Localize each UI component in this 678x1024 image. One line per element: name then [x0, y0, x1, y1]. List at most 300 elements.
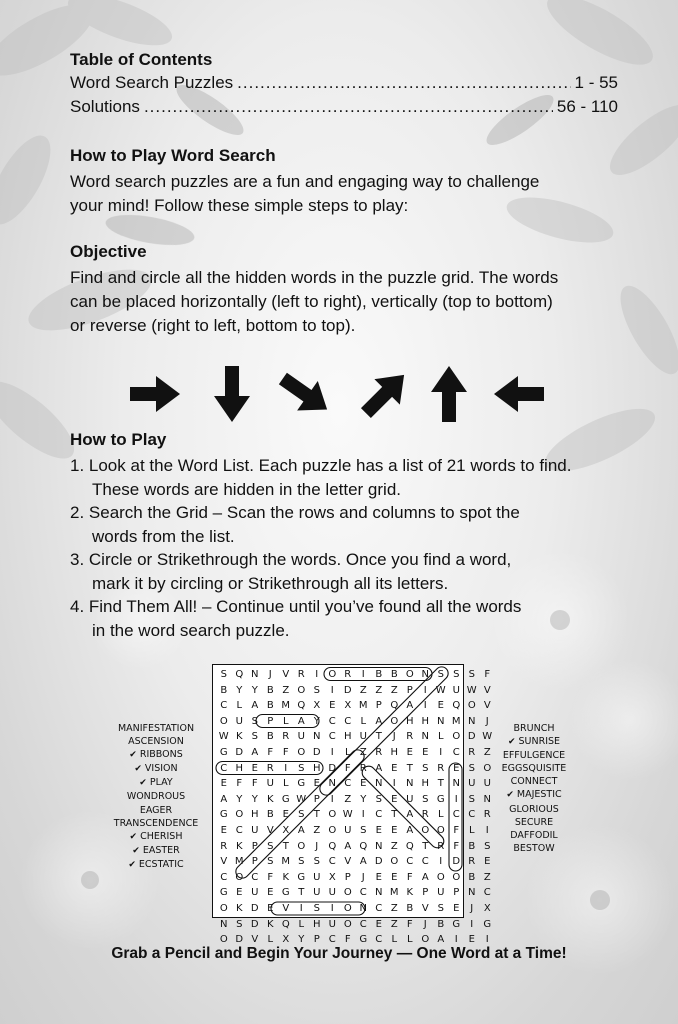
grid-letter: V [220, 856, 228, 868]
grid-letter: E [391, 871, 398, 883]
letter-grid [216, 667, 495, 948]
grid-letter: J [485, 715, 489, 727]
grid-letter: U [344, 824, 352, 836]
grid-letter: G [297, 871, 306, 883]
grid-letter: F [344, 762, 351, 774]
grid-letter: N [483, 793, 491, 805]
grid-letter: K [235, 840, 243, 852]
grid-letter: S [437, 669, 444, 680]
step-continuation: mark it by circling or Strikethrough all its letters. [92, 573, 449, 593]
grid-letter: L [236, 700, 243, 712]
grid-letter: N [375, 887, 383, 899]
up-right-arrow-icon [353, 364, 417, 424]
grid-letter: I [392, 778, 396, 790]
grid-letter: E [453, 902, 460, 914]
grid-letter: B [266, 700, 274, 712]
grid-letter: R [344, 669, 352, 680]
grid-letter: O [219, 715, 228, 727]
grid-letter: U [266, 778, 274, 790]
grid-letter: N [452, 778, 460, 790]
grid-letter: X [313, 700, 321, 712]
grid-letter: S [267, 856, 274, 868]
grid-letter: E [220, 778, 227, 790]
word-list-item [492, 816, 576, 829]
grid-letter: N [437, 715, 445, 727]
grid-letter: Q [390, 700, 399, 712]
grid-letter: G [281, 793, 290, 805]
grid-letter: R [220, 840, 228, 852]
grid-letter: E [468, 934, 475, 946]
grid-letter: N [359, 902, 367, 914]
word-list-item [492, 762, 576, 775]
grid-letter: P [375, 700, 382, 712]
grid-letter: C [344, 778, 352, 790]
grid-letter: R [437, 762, 445, 774]
grid-letter: S [220, 669, 227, 680]
grid-letter: A [251, 746, 259, 758]
grid-letter: U [251, 824, 259, 836]
grid-letter: A [297, 715, 305, 727]
grid-letter: R [468, 746, 476, 758]
grid-letter: A [375, 762, 383, 774]
grid-letter: P [267, 715, 274, 727]
grid-letter: I [439, 746, 443, 758]
grid-row [216, 854, 495, 870]
grid-letter: C [421, 856, 429, 868]
grid-letter: P [406, 684, 413, 696]
grid-letter: M [281, 700, 291, 712]
word-list-word: EFFULGENCE [502, 750, 566, 762]
grid-letter: I [454, 793, 458, 805]
grid-letter: Z [344, 793, 352, 805]
word-list-item [492, 829, 576, 842]
word-list-left [106, 722, 206, 872]
grid-letter: N [468, 715, 476, 727]
intro-line: your mind! Follow these simple steps to play: [70, 196, 409, 215]
grid-row [216, 839, 495, 855]
step-continuation: in the word search puzzle. [92, 620, 290, 640]
grid-letter: S [251, 715, 258, 727]
grid-letter: B [468, 871, 476, 883]
grid-letter: Z [390, 840, 398, 852]
grid-letter: G [219, 887, 228, 899]
word-list-item [492, 803, 576, 816]
grid-letter: O [405, 669, 414, 680]
grid-letter: U [297, 731, 305, 743]
step-text: 3. Circle or Strikethrough the words. Once you find a word, [70, 550, 512, 569]
grid-letter: Y [236, 684, 243, 696]
grid-letter: C [483, 887, 491, 899]
grid-letter: I [299, 902, 303, 914]
grid-letter: Z [313, 824, 321, 836]
grid-letter: R [406, 731, 414, 743]
grid-letter: C [375, 902, 383, 914]
grid-letter: Z [359, 746, 367, 758]
grid-row [216, 761, 495, 777]
grid-letter: S [375, 793, 382, 805]
grid-letter: S [298, 809, 305, 821]
left-arrow-icon [494, 376, 544, 412]
grid-letter: T [298, 887, 305, 899]
grid-letter: C [375, 809, 383, 821]
right-arrow-icon [130, 376, 180, 412]
word-list-word: MANIFESTATION [117, 723, 195, 734]
grid-letter: N [313, 731, 321, 743]
steps-list [70, 454, 660, 642]
grid-letter: G [359, 934, 368, 946]
grid-letter: Y [360, 793, 367, 805]
toc-entry [70, 73, 618, 97]
grid-letter: C [452, 809, 460, 821]
grid-letter: E [422, 746, 429, 758]
grid-letter: C [235, 824, 243, 836]
grid-letter: O [297, 746, 306, 758]
direction-arrows [130, 364, 550, 424]
grid-letter: I [284, 762, 288, 774]
grid-letter: J [361, 871, 365, 883]
grid-letter: C [452, 746, 460, 758]
grid-letter: U [468, 778, 476, 790]
word-list-word: RIBBONS [139, 749, 183, 761]
grid-letter: I [485, 934, 489, 946]
grid-row [216, 745, 495, 761]
word-list-word: EGGSQUISITE [501, 763, 567, 775]
grid-letter: R [483, 809, 491, 821]
grid-letter: L [282, 715, 289, 727]
grid-letter: O [343, 918, 352, 930]
grid-letter: D [374, 856, 383, 868]
grid-letter: O [235, 871, 244, 883]
grid-letter: U [359, 731, 367, 743]
grid-letter: V [483, 684, 491, 696]
grid-letter: C [468, 809, 476, 821]
grid-letter: W [466, 684, 477, 696]
grid-letter: Z [375, 684, 383, 696]
word-list-item [106, 776, 206, 790]
word-list-word: ASCENSION [128, 736, 184, 748]
grid-letter: Z [390, 684, 398, 696]
grid-letter: S [453, 669, 460, 680]
grid-letter: T [406, 762, 413, 774]
grid-letter: H [390, 746, 399, 758]
grid-letter: N [375, 778, 383, 790]
grid-letter: O [483, 762, 492, 774]
grid-letter: O [328, 809, 337, 821]
grid-row [216, 792, 495, 808]
check-mark-icon: ✔ [507, 737, 516, 748]
grid-letter: U [328, 918, 336, 930]
grid-letter: X [282, 824, 290, 836]
grid-letter: A [406, 700, 414, 712]
grid-letter: F [484, 669, 491, 680]
grid-letter: G [483, 918, 492, 930]
grid-letter: X [328, 871, 336, 883]
grid-letter: E [329, 700, 336, 712]
grid-letter: L [282, 778, 289, 790]
grid-letter: O [390, 856, 399, 868]
grid-letter: F [267, 871, 274, 883]
grid-letter: O [328, 669, 337, 680]
grid-letter: U [483, 778, 491, 790]
grid-letter: E [484, 856, 491, 868]
grid-row [216, 714, 495, 730]
word-list-item [492, 775, 576, 788]
grid-letter: V [483, 700, 491, 712]
grid-letter: Z [282, 684, 290, 696]
grid-letter: S [267, 840, 274, 852]
grid-letter: S [422, 793, 429, 805]
toc-entry-pages: 1 - 55 [574, 73, 618, 92]
grid-letter: I [423, 684, 427, 696]
grid-letter: R [437, 840, 445, 852]
grid-letter: K [235, 731, 243, 743]
word-list-item [492, 842, 576, 855]
grid-letter: N [251, 669, 259, 680]
grid-row [216, 870, 495, 886]
grid-row [216, 823, 495, 839]
grid-letter: H [405, 715, 414, 727]
grid-letter: Q [328, 840, 337, 852]
grid-letter: P [313, 934, 320, 946]
grid-letter: E [251, 762, 258, 774]
grid-letter: E [375, 824, 382, 836]
grid-letter: S [236, 918, 243, 930]
grid-letter: Q [281, 918, 290, 930]
word-list-word: CHERISH [140, 830, 183, 842]
grid-letter: O [219, 902, 228, 914]
grid-letter: P [251, 856, 258, 868]
grid-row [216, 698, 495, 714]
word-search-grid [212, 664, 493, 946]
word-list-item [106, 817, 206, 830]
grid-letter: C [344, 715, 352, 727]
grid-letter: M [234, 856, 244, 868]
word-list-item [106, 762, 206, 776]
grid-letter: A [437, 934, 445, 946]
grid-letter: F [267, 746, 274, 758]
grid-letter: D [343, 684, 352, 696]
grid-letter: F [344, 934, 351, 946]
grid-letter: S [313, 902, 320, 914]
check-mark-icon: ✔ [129, 750, 137, 761]
grid-letter: R [266, 762, 274, 774]
grid-letter: B [406, 902, 414, 914]
grid-letter: H [421, 715, 430, 727]
grid-letter: Q [235, 669, 244, 680]
grid-letter: Y [236, 793, 243, 805]
grid-row [216, 683, 495, 699]
grid-letter: M [451, 715, 461, 727]
grid-letter: S [468, 669, 475, 680]
grid-letter: D [235, 746, 244, 758]
step-text: 2. Search the Grid – Scan the rows and columns to spot the [70, 503, 520, 522]
grid-letter: C [220, 700, 228, 712]
grid-letter: O [436, 824, 445, 836]
check-mark-icon: ✔ [506, 790, 514, 801]
intro-line: Word search puzzles are a fun and engaging way to challenge [70, 172, 540, 191]
toc-entry-label: Word Search Puzzles [70, 73, 234, 92]
grid-row [216, 807, 495, 823]
step-continuation: These words are hidden in the letter grid. [92, 479, 402, 499]
grid-letter: S [313, 856, 320, 868]
grid-letter: R [421, 809, 429, 821]
grid-letter: U [313, 887, 321, 899]
grid-letter: O [219, 934, 228, 946]
grid-letter: V [344, 856, 352, 868]
grid-letter: F [251, 778, 258, 790]
grid-letter: C [359, 887, 367, 899]
grid-letter: D [312, 746, 321, 758]
word-list-item [106, 735, 206, 748]
grid-letter: N [421, 731, 429, 743]
objective-paragraph [70, 266, 558, 338]
word-list-item [106, 722, 206, 735]
grid-letter: T [375, 731, 382, 743]
grid-letter: J [392, 731, 396, 743]
grid-letter: G [219, 746, 228, 758]
grid-letter: V [421, 902, 429, 914]
grid-letter: L [267, 934, 274, 946]
grid-letter: E [267, 902, 274, 914]
grid-letter: O [390, 715, 399, 727]
grid-letter: W [435, 684, 446, 696]
grid-letter: S [298, 856, 305, 868]
step-item [70, 501, 660, 548]
grid-letter: F [282, 746, 289, 758]
grid-letter: I [470, 918, 474, 930]
grid-letter: Q [452, 700, 461, 712]
grid-letter: G [452, 918, 461, 930]
grid-letter: F [453, 840, 460, 852]
grid-letter: P [313, 793, 320, 805]
grid-letter: L [391, 934, 398, 946]
grid-letter: B [266, 809, 274, 821]
grid-letter: R [375, 746, 383, 758]
grid-letter: S [251, 731, 258, 743]
grid-letter: A [406, 824, 414, 836]
grid-letter: D [452, 856, 461, 868]
grid-letter: L [360, 715, 367, 727]
grid-letter: C [328, 856, 336, 868]
word-list-right [492, 722, 576, 855]
grid-letter: L [298, 918, 305, 930]
word-list-word: ECSTATIC [138, 858, 184, 870]
grid-letter: V [266, 824, 274, 836]
check-mark-icon: ✔ [132, 845, 140, 856]
grid-letter: D [328, 762, 337, 774]
grid-letter: U [406, 793, 414, 805]
grid-letter: T [313, 809, 320, 821]
word-list-word: GLORIOUS [509, 803, 559, 815]
word-list-item [106, 790, 206, 803]
grid-letter: C [328, 715, 336, 727]
grid-letter: V [282, 669, 290, 680]
step-text: 4. Find Them All! – Continue until you’ve found all the words [70, 597, 522, 616]
grid-letter: E [391, 762, 398, 774]
grid-letter: V [282, 902, 290, 914]
word-list-word: DAFFODIL [510, 829, 558, 841]
grid-letter: B [266, 684, 274, 696]
check-mark-icon: ✔ [128, 859, 136, 870]
grid-letter: C [220, 871, 228, 883]
grid-letter: S [422, 762, 429, 774]
grid-letter: T [422, 840, 429, 852]
word-list-word: MAJESTIC [516, 789, 562, 801]
toc-entry-label: Solutions [70, 97, 140, 116]
grid-row [216, 901, 495, 917]
down-right-arrow-icon [273, 364, 338, 424]
grid-letter: H [343, 731, 352, 743]
grid-letter: O [421, 934, 430, 946]
word-list-word: SUNRISE [518, 736, 561, 748]
how-to-play-word-search-title: How to Play Word Search [70, 146, 276, 165]
grid-letter: B [390, 669, 398, 680]
word-list-item [106, 804, 206, 817]
grid-letter: H [235, 762, 244, 774]
grid-letter: Z [483, 871, 491, 883]
grid-letter: U [437, 887, 445, 899]
grid-letter: O [235, 809, 244, 821]
grid-letter: D [467, 731, 476, 743]
grid-letter: O [467, 700, 476, 712]
grid-letter: O [452, 731, 461, 743]
how-to-play-title: How to Play [70, 430, 167, 449]
grid-letter: X [282, 934, 290, 946]
grid-letter: E [375, 871, 382, 883]
grid-letter: S [298, 762, 305, 774]
word-list-item [106, 858, 206, 872]
grid-letter: L [468, 824, 475, 836]
toc-leader-dots [237, 73, 570, 93]
grid-letter: M [281, 856, 291, 868]
grid-letter: B [266, 731, 274, 743]
grid-letter: C [328, 731, 336, 743]
grid-letter: N [375, 840, 383, 852]
step-text: 1. Look at the Word List. Each puzzle has a list of 21 words to find. [70, 456, 572, 475]
word-list-item [106, 830, 206, 844]
grid-letter: L [437, 809, 444, 821]
grid-letter: G [219, 809, 228, 821]
grid-letter: G [297, 778, 306, 790]
check-mark-icon: ✔ [129, 831, 138, 842]
grid-letter: R [282, 731, 290, 743]
grid-letter: Y [313, 715, 320, 727]
grid-letter: K [235, 902, 243, 914]
grid-letter: N [421, 669, 429, 680]
objective-line: can be placed horizontally (left to right), vertically (top to bottom) [70, 292, 553, 311]
grid-letter: F [406, 918, 413, 930]
grid-letter: W [218, 731, 229, 743]
footer-tagline: Grab a Pencil and Begin Your Journey — One Word at a Time! [111, 945, 567, 962]
grid-letter: E [267, 887, 274, 899]
grid-letter: I [439, 856, 443, 868]
grid-letter: O [297, 840, 306, 852]
grid-letter: A [344, 840, 352, 852]
down-arrow-icon [214, 366, 250, 422]
grid-letter: F [236, 778, 243, 790]
grid-letter: U [313, 871, 321, 883]
grid-letter: K [282, 871, 290, 883]
grid-letter: P [453, 887, 460, 899]
grid-letter: I [330, 746, 334, 758]
grid-letter: U [235, 715, 243, 727]
grid-letter: E [391, 793, 398, 805]
grid-letter: B [220, 684, 228, 696]
grid-letter: N [328, 778, 336, 790]
grid-letter: O [421, 824, 430, 836]
grid-letter: C [251, 871, 259, 883]
grid-letter: E [406, 746, 413, 758]
